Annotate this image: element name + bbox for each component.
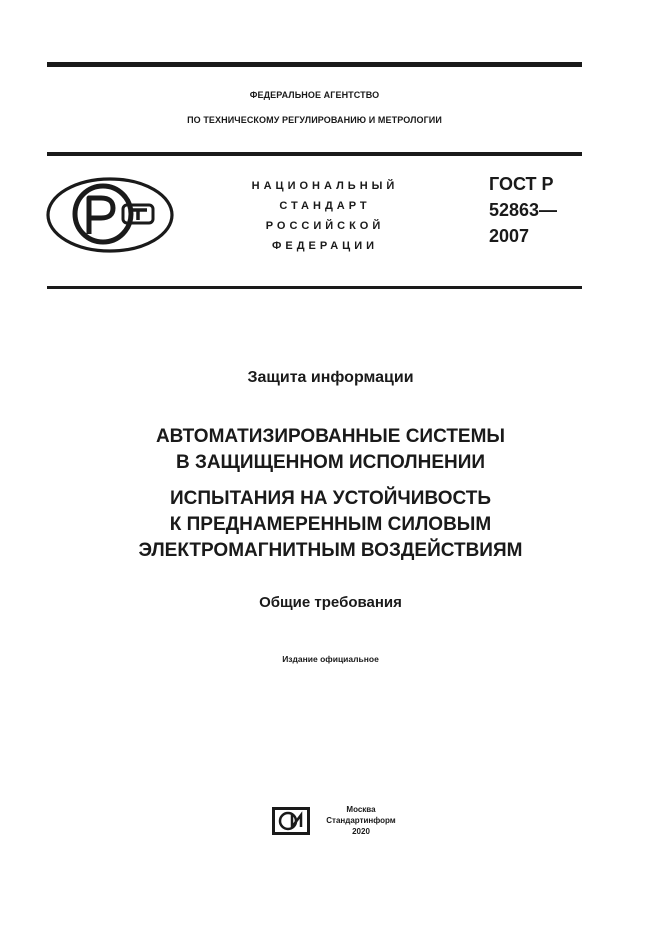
designation-line: ГОСТ Р — [489, 174, 554, 194]
national-line: ФЕДЕРАЦИИ — [271, 240, 379, 252]
document-title-block-2 — [0, 486, 661, 564]
standard-designation — [489, 171, 557, 249]
national-standard-label — [225, 176, 425, 256]
agency-line-2: ПО ТЕХНИЧЕСКОМУ РЕГУЛИРОВАНИЮ И МЕТРОЛОГИИ — [187, 115, 442, 125]
title-line: ИСПЫТАНИЯ НА УСТОЙЧИВОСТЬ — [170, 488, 491, 509]
publisher-city: Москва — [346, 805, 376, 814]
national-line: СТАНДАРТ — [279, 200, 371, 212]
document-subject: Защита информации — [247, 369, 414, 386]
header-rule — [47, 152, 582, 156]
title-line: ЭЛЕКТРОМАГНИТНЫМ ВОЗДЕЙСТВИЯМ — [138, 540, 523, 561]
document-subtitle: Общие требования — [259, 594, 402, 611]
top-rule — [47, 62, 582, 67]
designation-line: 2007 — [489, 226, 530, 246]
title-line: К ПРЕДНАМЕРЕННЫМ СИЛОВЫМ — [169, 514, 492, 535]
publisher-imprint — [316, 804, 406, 837]
publisher-year: 2020 — [352, 827, 370, 836]
title-line: В ЗАЩИЩЕННОМ ИСПОЛНЕНИИ — [175, 452, 486, 473]
national-line: РОССИЙСКОЙ — [265, 220, 385, 232]
standartinform-logo-icon — [271, 806, 311, 836]
agency-line-1: ФЕДЕРАЛЬНОЕ АГЕНТСТВО — [249, 90, 380, 100]
designation-line: 52863— — [489, 200, 558, 220]
document-title-block-1 — [0, 424, 661, 476]
rst-certification-logo-icon — [45, 176, 175, 254]
national-line: НАЦИОНАЛЬНЫЙ — [251, 180, 399, 192]
publisher-name: Стандартинформ — [326, 816, 396, 825]
title-line: АВТОМАТИЗИРОВАННЫЕ СИСТЕМЫ — [155, 426, 506, 447]
edition-note: Издание официальное — [282, 654, 379, 664]
header-bottom-rule — [47, 286, 582, 289]
